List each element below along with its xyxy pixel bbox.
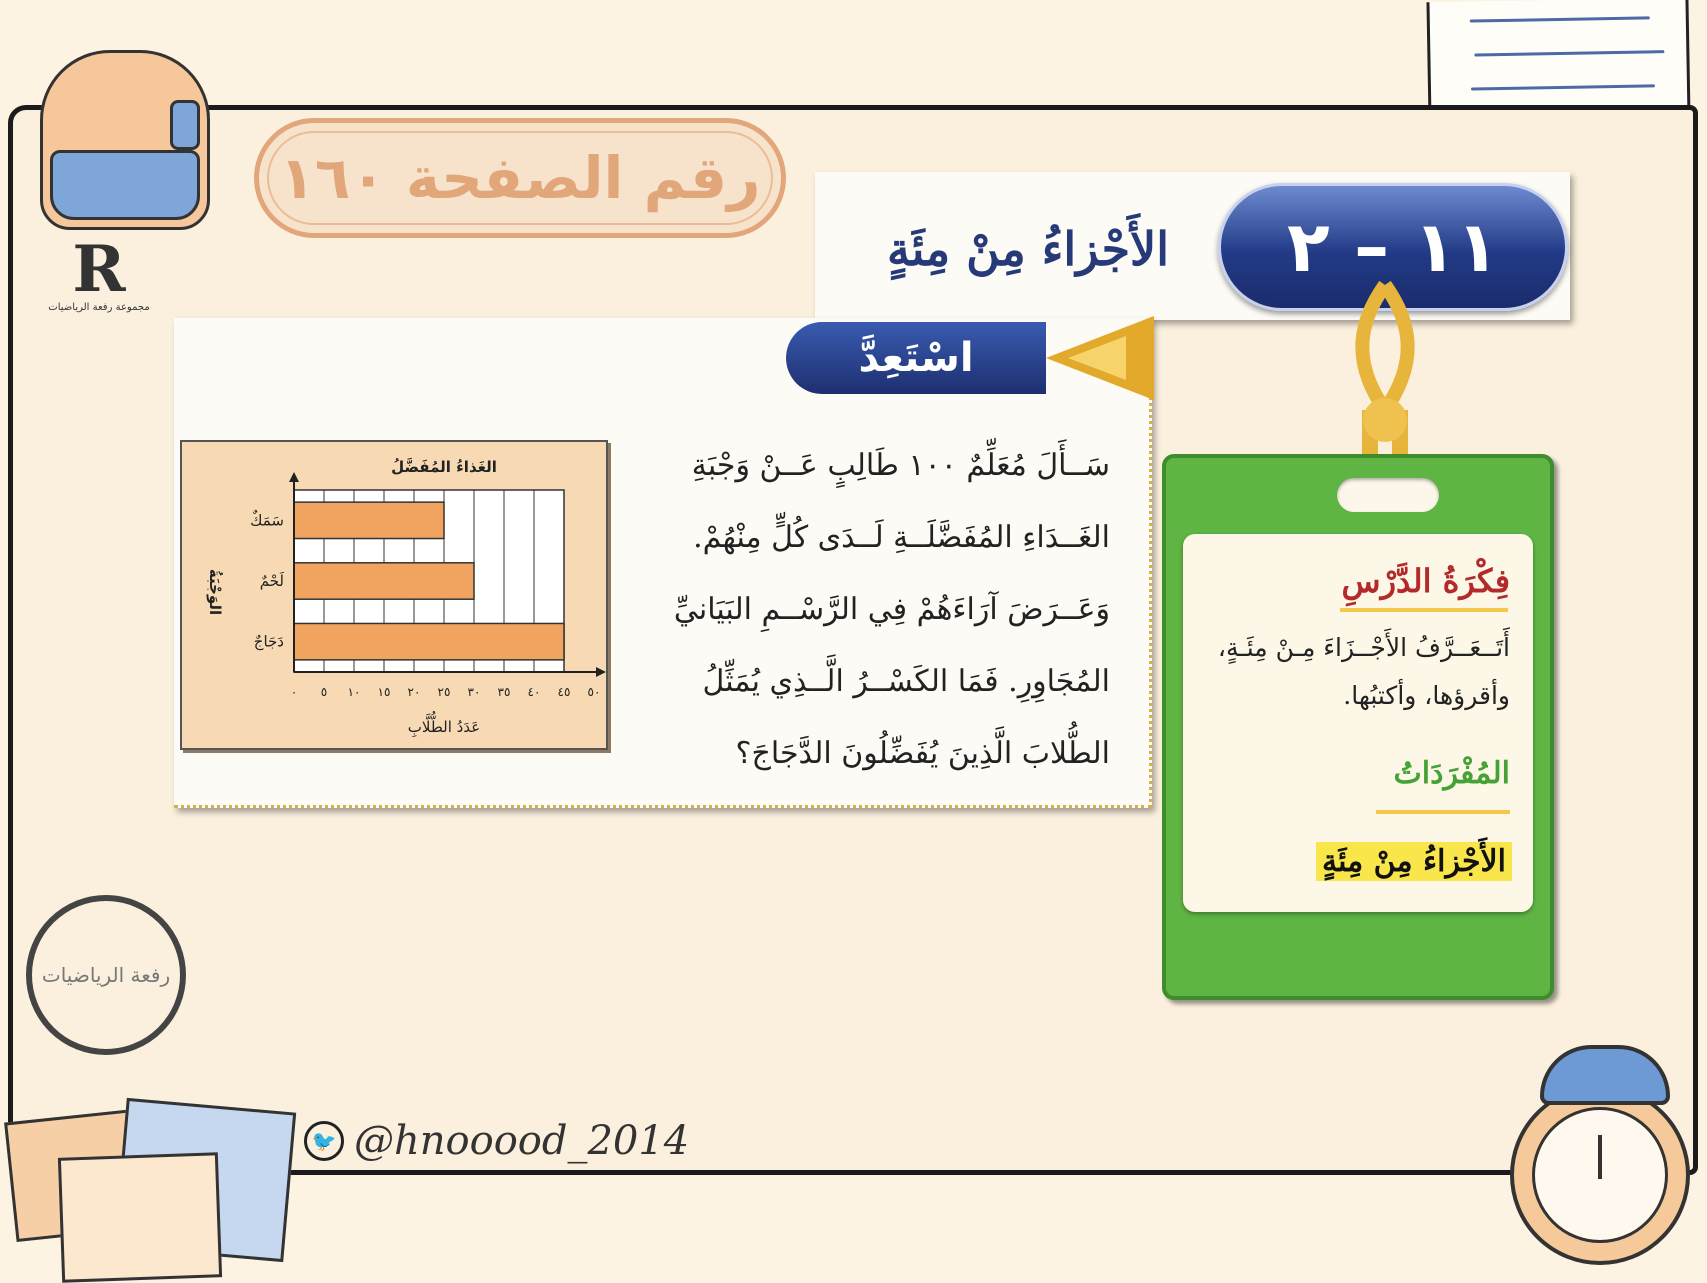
ready-banner-label: اسْتَعِدَّ: [858, 335, 974, 381]
page-number-label: رقم الصفحة ١٦٠: [279, 144, 761, 212]
chart-svg: [182, 442, 606, 748]
vocabulary-heading: المُفْرَدَاتُ: [1393, 756, 1510, 791]
paper-stack-decoration: [0, 1085, 300, 1280]
chart-x-axis-arrow: [596, 667, 606, 677]
chart-tick-label: ٢٥: [437, 685, 451, 699]
chart-tick-label: ٢٠: [407, 685, 421, 699]
chart-xlabel: عَدَدُ الطُّلَّابِ: [407, 718, 481, 736]
chart-tick-label: ٤٠: [527, 685, 541, 699]
chart-category-label: لَحْمٌ: [259, 572, 284, 590]
chart-tick-label: ٣٥: [497, 685, 511, 699]
logo-letter: R: [72, 232, 126, 307]
chart-tick-label: ٥: [320, 685, 328, 699]
chart-category-label: دَجَاجٌ: [253, 632, 284, 651]
lesson-idea-heading: فِكْرَةُ الدَّرْسِ: [1341, 562, 1510, 600]
logo-caption: مجموعة رفعة الرياضيات: [48, 302, 150, 313]
vocabulary-term: الأَجْزاءُ مِنْ مِئَةٍ: [1316, 842, 1512, 881]
stamp-text: رفعة الرياضيات: [41, 963, 171, 987]
chart-tick-label: ١٠: [347, 685, 361, 699]
chart-tick-label: ٤٥: [557, 685, 571, 699]
watermark-stamp: [26, 895, 186, 1055]
chart-tick-label: ١٥: [377, 685, 391, 699]
ready-line: وَعَــرَضَ آرَاءَهُمْ فِي الرَّسْــمِ البَيَانيِّ: [673, 592, 1110, 627]
heading-underline: [1376, 810, 1510, 814]
page-number-pill: [254, 118, 786, 238]
chart-bar: [294, 502, 444, 538]
ready-arrow-highlight: [1068, 336, 1126, 380]
favorite-lunch-chart: [180, 440, 608, 750]
chart-tick-label: ٣٠: [467, 685, 481, 699]
rope-icon: [1340, 280, 1430, 480]
alarm-clock-decoration: [1510, 1045, 1700, 1270]
chart-ylabel: الوَجْبَةُ: [206, 568, 224, 616]
chart-title: الغَذاءُ المُفَضَّلُ: [391, 458, 497, 476]
social-handle: [304, 1118, 689, 1164]
chart-category-label: سَمَكٌ: [250, 511, 284, 530]
twitter-icon: 🐦: [304, 1121, 344, 1161]
lesson-number: ١١ – ٢: [1287, 206, 1499, 288]
brand-logo: [44, 232, 154, 336]
chart-tick-label: ٥٠: [587, 685, 601, 699]
chart-bar: [294, 563, 474, 599]
chart-tick-label: ٠: [290, 685, 298, 699]
lesson-title: الأَجْزاءُ مِنْ مِئَةٍ: [886, 222, 1170, 276]
heading-underline: [1340, 608, 1508, 612]
ready-banner: [786, 322, 1046, 394]
ready-line: الغَــدَاءِ المُفَضَّلَــةِ لَــدَى كُلٍّ مِنْهُمْ.: [693, 520, 1110, 555]
chart-y-axis-arrow: [289, 472, 299, 482]
ready-line: سَــأَلَ مُعَلِّمٌ ١٠٠ طَالِبٍ عَــنْ وَجْبَةِ: [691, 448, 1110, 483]
backpack-decoration: [30, 20, 220, 230]
card-hole: [1337, 478, 1439, 512]
ready-line: الطُّلابَ الَّذِينَ يُفَضِّلُونَ الدَّجَاجَ؟: [735, 736, 1110, 771]
ready-paragraph: [630, 430, 1110, 790]
chart-bar: [294, 623, 564, 659]
social-handle-text: @hnooood_2014: [354, 1118, 690, 1164]
lesson-idea-text: أَتَــعَــرَّفُ الأَجْــزَاءَ مِـنْ مِئَـةٍ، وأقرؤها، وأكتبُها.: [1217, 633, 1510, 710]
ready-line: المُجَاوِرِ. فَمَا الكَسْــرُ الَّــذِي يُمَثِّلُ: [702, 664, 1110, 699]
